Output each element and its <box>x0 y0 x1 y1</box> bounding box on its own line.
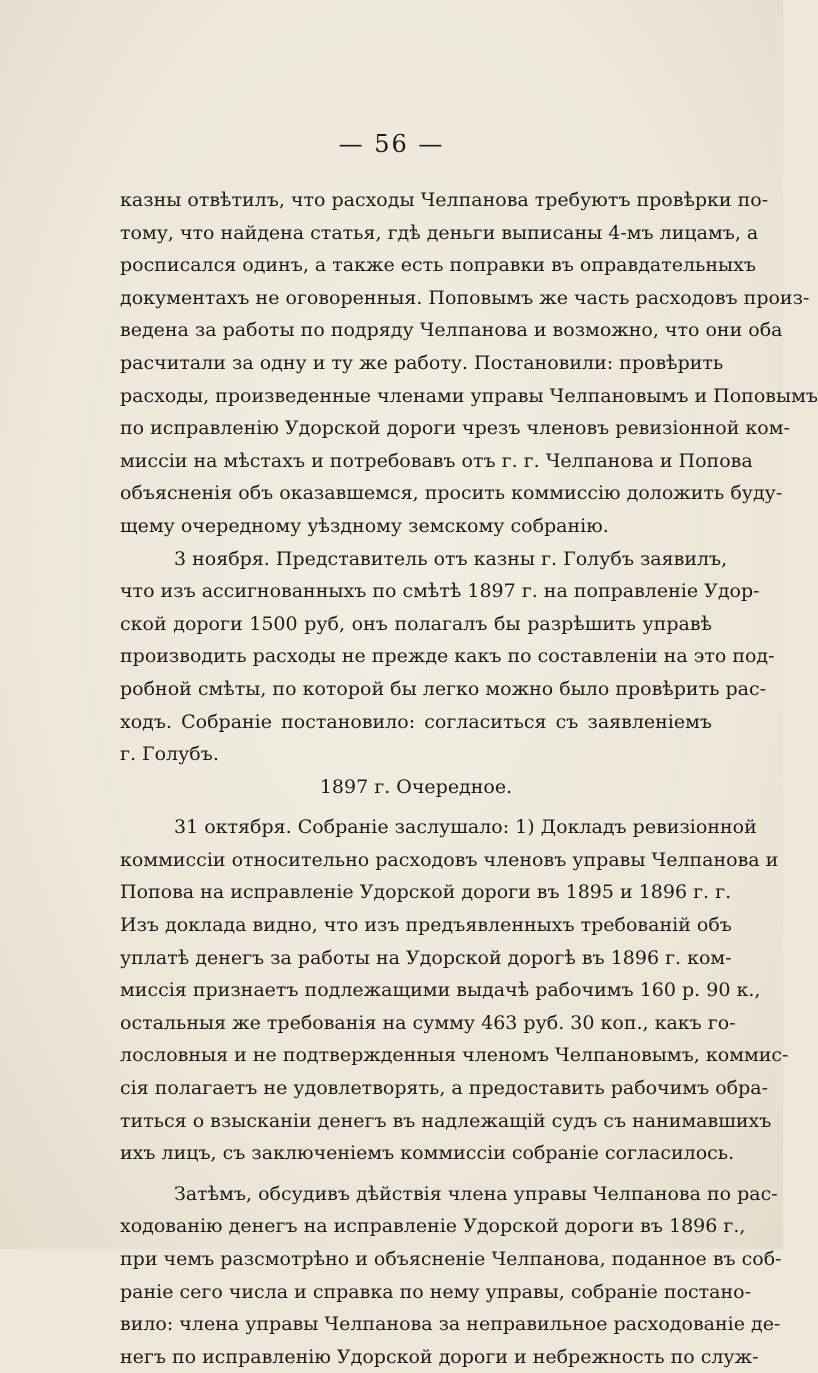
paragraph-2 <box>120 543 775 771</box>
text-line: производить расходы не прежде какъ по составленіи на это под- <box>120 645 775 668</box>
text-line: тому, что найдена статья, гдѣ деньги выписаны 4-мъ лицамъ, а <box>120 221 759 244</box>
text-line: ходъ. Собраніе постановило: согласиться съ заявленіемъ <box>120 710 712 733</box>
text-line: объясненія объ оказавшемся, просить коммиссію доложить буду- <box>120 482 783 505</box>
text-line: ведена за работы по подряду Челпанова и возможно, что они оба <box>120 319 783 342</box>
text-line: ихъ лицъ, съ заключеніемъ коммиссіи собраніе согласилось. <box>120 1142 735 1165</box>
text-line: казны отвѣтилъ, что расходы Челпанова требуютъ провѣрки по- <box>120 189 769 211</box>
paragraph-4 <box>120 1178 782 1373</box>
text-line: Попова на исправленіе Удорской дороги въ 1895 и 1896 г. г. <box>120 881 732 904</box>
text-line: уплатѣ денегъ за работы на Удорской дорогѣ въ 1896 г. ком- <box>120 946 732 969</box>
text-line: 31 октября. Собраніе заслушало: 1) Докладъ ревизіонной <box>174 816 757 839</box>
text-line: коммиссіи относительно расходовъ членовъ управы Челпанова и <box>120 848 779 871</box>
text-line: робной смѣты, по которой бы легко можно было провѣрить рас- <box>120 677 767 700</box>
text-line: расходы, произведенные членами управы Челпановымъ и Поповымъ <box>120 384 818 407</box>
text-line: расчитали за одну и ту же работу. Постановили: провѣрить <box>120 351 724 374</box>
text-line: раніе сего числа и справка по нему управы, собраніе постано- <box>120 1280 751 1303</box>
text-line: росписался одинъ, а также есть поправки въ оправдательныхъ <box>120 254 756 277</box>
section-heading: 1897 г. Очередное. <box>319 775 513 798</box>
text-line: ходованію денегъ на исправленіе Удорской дороги въ 1896 г., <box>120 1215 746 1238</box>
paragraph-3 <box>120 811 789 1170</box>
text-line: миссіи на мѣстахъ и потребовавъ отъ г. г. Челпанова и Попова <box>120 449 753 472</box>
text-line: ской дороги 1500 руб, онъ полагалъ бы разрѣшить управѣ <box>120 612 712 635</box>
page-text <box>120 184 818 1373</box>
text-line: что изъ ассигнованныхъ по смѣтѣ 1897 г. на поправленіе Удор- <box>120 580 760 603</box>
text-line: документахъ не оговоренныя. Поповымъ же часть расходовъ произ- <box>120 286 810 309</box>
text-line: остальныя же требованія на сумму 463 руб. 30 коп., какъ го- <box>120 1011 736 1034</box>
text-line: щему очередному уѣздному земскому собранію. <box>120 514 609 537</box>
text-line: г. Голубъ. <box>120 743 219 766</box>
text-line: при чемъ разсмотрѣно и объясненіе Челпанова, поданное въ соб- <box>120 1248 782 1270</box>
text-line: по исправленію Удорской дороги чрезъ членовъ ревизіонной ком- <box>120 417 790 440</box>
paragraph-1 <box>120 184 818 543</box>
text-line: миссія признаетъ подлежащими выдачѣ рабочимъ 160 р. 90 к., <box>120 979 761 1002</box>
text-line: вило: члена управы Челпанова за неправильное расходованіе де- <box>120 1313 781 1336</box>
text-line: титься о взысканіи денегъ въ надлежащій судъ съ нанимавшихъ <box>120 1109 772 1132</box>
page-number: — 56 — <box>338 130 445 158</box>
text-line: негъ по исправленію Удорской дороги и небрежность по служ- <box>120 1345 759 1368</box>
text-line: Затѣмъ, обсудивъ дѣйствія члена управы Челпанова по рас- <box>174 1182 778 1205</box>
text-line: лословныя и не подтвержденныя членомъ Челпановымъ, коммис- <box>120 1044 789 1067</box>
text-line: сія полагаетъ не удовлетворять, а предоставить рабочимъ обра- <box>120 1077 769 1100</box>
text-line: 3 ноября. Представитель отъ казны г. Голубъ заявилъ, <box>174 547 728 570</box>
text-line: Изъ доклада видно, что изъ предъявленныхъ требованій объ <box>120 914 732 937</box>
